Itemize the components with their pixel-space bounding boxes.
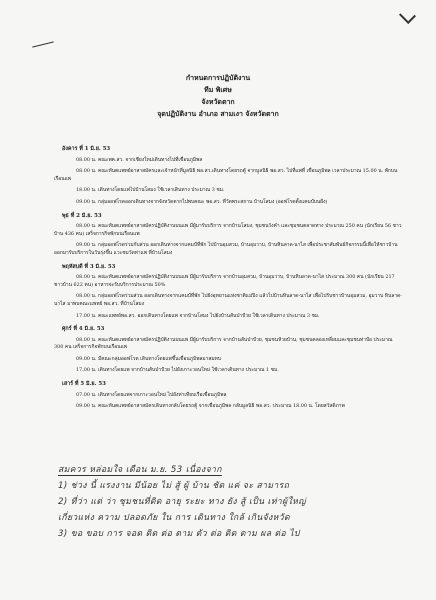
day-title: เสาร์ ที่ 5 มิ.ย. 53 [62,381,106,388]
schedule-entry: 08.00 น. คณะทันตแพทย์อาสาสมัครปฏิบัติงานบนแพ มีผู้มารับบริการ จากบ้านอุมสวม, บ้านอุมวาบ, บ้านหินลาด-นาไส ประมาณ 300 คน (นักเรียน 217 ชาวบ้าน 622 คน) อาหารจะรับบริการประมาณ 50% [54,274,395,288]
schedule-entry: 09.00 น. กลุ่มออฟโรดออกเดินทางจากจังหวัดตากไปพบคณะ พอ.สว. ที่วัดพระสถาน บ้านโสมง (ออฟโรดตั้งแคมป์บนฝั่ง) [76,198,328,205]
schedule-entry: 08.00 น. คณะพค.สว. จากเชียงใหม่เดินทางไปที่เขื่อนภูมิพล [76,156,203,163]
schedule-body [54,146,402,417]
day-title: พุธ ที่ 2 มิ.ย. 53 [62,212,102,219]
handwritten-note-line: เกี่ยวแห่ง ความ ปลอดภัย ใน การ เดินทาง ใกล้ เกินจังหวัด [58,513,290,523]
pen-stroke-mark [32,41,54,47]
schedule-entry: 07.00 น. เดินทางโดยแพจากเกาะวอนใหม่ ไปยังท่าเทียบเรือเขื่อนภูมิพล [76,391,227,398]
schedule-entry: 17.00 น. เดินทางโดยแพ จากบ้านสันป่าป้วย ไปยังเกาะวอนใหม่ ใช้เวลาเดินทาง ประมาณ 1 ชม. [76,367,279,374]
day-section [54,213,402,258]
schedule-entry: 09.00 น. มีคณะกลุ่มออฟโรด เดินทางโดยแพขึ้นเขื่อนภูมิพลมาสมทบ [76,355,221,362]
handwritten-note-title: สมควร หล่อมใจ เดือน ม.ย. 53 เนื่องจาก [58,465,222,475]
document-title: กำหนดการปฏิบัติงาน [185,73,251,82]
check-mark-icon [399,7,416,24]
day-section [54,264,402,321]
day-section [54,146,402,207]
schedule-entry: 08.00 น. กลุ่มออฟโรดร่วมส่วน ออกเดินทางจากแคมป์ที่พัก ไปยังอุทยานแห่งชาติแม่ปิง แล้วไปบ้านหินลาด-นาไส เพื่อไปรับชาวบ้านอุมสวม, อุมวาบ หินลาด-นาไส มาพบคณะแพทย์ พอ.สว. ที่บ้านโสมง [54,293,402,307]
schedule-entry: 17.00 น. คณะแพทย์พอ.สว. ออกเดินทางโดยแพ จากบ้านโสมง ไปยังบ้านสันป่าป้วย ใช้เวลาเดินทาง ประมาณ 3 ชม. [76,312,320,319]
day-title: พฤหัสบดี ที่ 3 มิ.ย. 53 [62,263,116,270]
day-title: อังคาร ที่ 1 มิ.ย. 53 [62,146,111,152]
handwritten-note-line: 1) ช่วง นี้ แรงงาน มีน้อย ไม่ สู้ ผู้ บ้าน ชัด แค่ จะ สามารถ [58,481,290,491]
team-name: ทีม พิเศษ [204,85,232,94]
location-line: จุดปฏิบัติงาน อำเภอ สามเงา จังหวัดตาก [157,109,279,118]
day-title: ศุกร์ ที่ 4 มิ.ย. 53 [62,326,105,333]
schedule-entry: 08.00 น. คณะทันตแพทย์อาสาสมัครปฏิบัติงานบนแพ มีผู้มารับบริการ จากบ้านสันป่าป้วย, ชุมชนห้วยบ้าน, ชุมชนคลองเหลี่ยมและชุมชนท่าป้อ ประมาณ 300 คน เสร็จการกิจพักบนเรือนแพ [54,336,393,351]
document-header [0,72,436,120]
schedule-entry: 08.00 น. คณะทันตแพทย์อาสาสมัครและเจ้าหน้าที่มูลนิธิ พอ.สว.เดินทางโดยรถตู้ จากมูลนิธิ พอ.สว. ไปที่แพที่ เขื่อนภูมิพล เวลาประมาณ 15.00 น. พักบนเรือนแพ [54,168,398,182]
schedule-entry: 08.00 น. คณะทันตแพทย์อาสาสมัครปฏิบัติงานบนแพ มีผู้มารับบริการ จากบ้านโสมง, ชุมชนวังคำ และชุมชนตลาดทาง ประมาณ 250 คน (นักเรียน 56 ชาวบ้าน 436 คน) เสร็จการกิจพักบนเรือนแพ [54,223,402,237]
schedule-entry: 09.00 น. คณะทันตแพทย์อาสาสมัครเดินทางกลับโดยรถตู้ จากเขื่อนภูมิพล กลับมูลนิธิ พอ.สว. ประมาณ 18.00 น. โดยสวัสดิภาพ [76,403,345,410]
province-name: จังหวัดตาก [201,97,235,106]
schedule-entry: 09.00 น. กลุ่มออฟโรดร่วมกับส่วน ออกเดินทางจากแคมป์ที่พัก ไปบ้านอุมสวม, บ้านอุมวาบ, บ้านหินลาด-นาไส เพื่อประชาสัมพันธ์กิจกรรมนี้เพื่อให้ชาวบ้านออกมารับบริการในวันรุ่งขึ้น แวะชมวัดท่าแพ ที่บ้านโสมง [54,242,398,256]
handwritten-note-line: 3) ขอ ขอบ การ จอด ติด ต่อ ตาม ตัว ต่อ ติด ตาม ผล ต่อ ไป [58,529,300,539]
day-section [54,326,402,375]
schedule-entry: 18.00 น. เดินทางโดยเเพไปบ้านโสมง ใช้เวลาเดินทาง ประมาณ 3 ชม. [76,187,225,194]
handwritten-note [58,462,388,542]
handwritten-note-line: 2) ที่ว่า แต่ ว่า ชุมชนที่ติด อายุ ระยะ ทาง ยัง สู้ เป็น เท่าผู้ใหญ่ [58,497,306,507]
day-section [54,381,402,411]
